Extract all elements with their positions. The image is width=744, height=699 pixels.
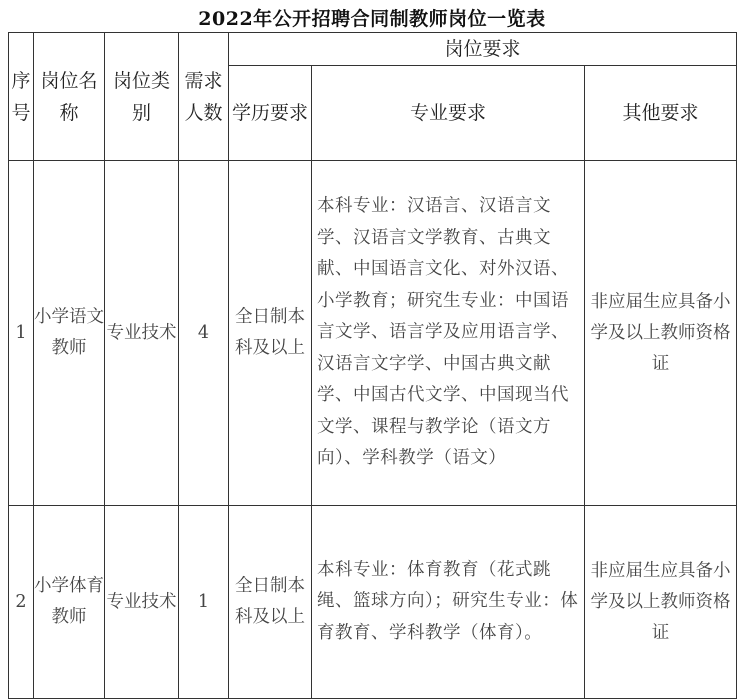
cell-education: 全日制本科及以上: [229, 506, 312, 699]
cell-count: 4: [179, 161, 229, 506]
cell-major: 本科专业：汉语言、汉语言文学、汉语言文学教育、古典文献、中国语言文化、对外汉语、小学教育；研究生专业：中国语言文学、语言学及应用语言学、汉语言文字学、中国古典文献学、中国古代文学、中国现当代文学、课程与教学论（语文方向）、学科教学（语文）: [312, 161, 585, 506]
cell-seq: 2: [9, 506, 34, 699]
header-count: 需求人数: [179, 33, 229, 161]
header-post-name: 岗位名称: [34, 33, 105, 161]
positions-table: [8, 32, 737, 699]
cell-other: 非应届生应具备小学及以上教师资格证: [585, 506, 737, 699]
cell-education: 全日制本科及以上: [229, 161, 312, 506]
cell-seq: 1: [9, 161, 34, 506]
cell-post-type: 专业技术: [105, 161, 179, 506]
cell-post-type: 专业技术: [105, 506, 179, 699]
table-row: [9, 506, 737, 699]
cell-other: 非应届生应具备小学及以上教师资格证: [585, 161, 737, 506]
header-seq: 序号: [9, 33, 34, 161]
cell-major: 本科专业：体育教育（花式跳绳、篮球方向）；研究生专业：体育教育、学科教学（体育）。: [312, 506, 585, 699]
header-requirements: 岗位要求: [229, 33, 737, 66]
header-post-type: 岗位类别: [105, 33, 179, 161]
header-row-group: [9, 33, 737, 66]
header-major: 专业要求: [312, 66, 585, 161]
table-row: [9, 161, 737, 506]
page-title: 2022年公开招聘合同制教师岗位一览表: [198, 8, 546, 30]
cell-post-name: 小学语文教师: [34, 161, 105, 506]
cell-post-name: 小学体育教师: [34, 506, 105, 699]
cell-count: 1: [179, 506, 229, 699]
header-other: 其他要求: [585, 66, 737, 161]
header-education: 学历要求: [229, 66, 312, 161]
